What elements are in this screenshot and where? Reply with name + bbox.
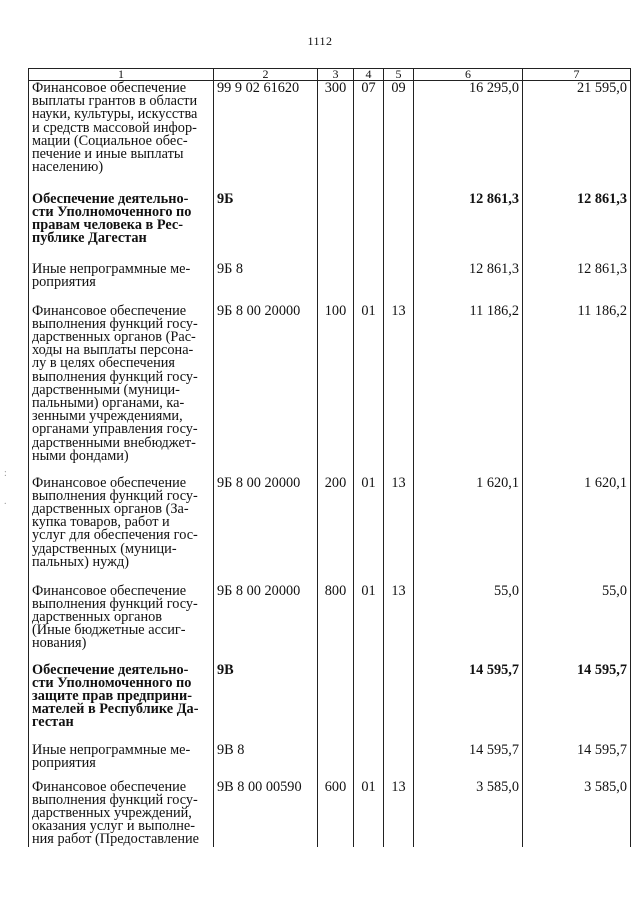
row-value-7-cell: 21 595,0	[523, 81, 631, 189]
row-c5-cell: 09	[384, 81, 414, 189]
row-name-line: дарственных органов	[32, 608, 163, 625]
row-value-6-cell: 14 595,7	[414, 740, 523, 777]
row-value-6-cell: 3 585,0	[414, 777, 523, 847]
row-c5-cell: 13	[384, 301, 414, 473]
row-name-line: нования)	[32, 635, 87, 652]
row-name-line: Финансовое обеспечение	[32, 582, 187, 599]
row-code-cell: 9Б 8 00 20000	[214, 581, 318, 660]
table-body	[29, 81, 631, 847]
row-c4-cell: 07	[354, 81, 384, 189]
row-name-cell	[29, 259, 214, 301]
row-value-7-cell: 55,0	[523, 581, 631, 660]
row-name-line: ходы на выплаты персона-	[32, 342, 194, 359]
row-c5-cell	[384, 259, 414, 301]
row-name-line: зенными учреждениями,	[32, 408, 183, 425]
row-name-line: роприятия	[32, 754, 96, 771]
row-name-line: дарственных учреждений,	[32, 804, 192, 821]
row-name-line: дарственных органов (Рас-	[32, 328, 196, 345]
scan-mark: .	[4, 496, 7, 507]
row-name-cell	[29, 581, 214, 660]
row-name-line: ударственных (муници-	[32, 540, 177, 557]
row-name-line: услуг для обеспечения гос-	[32, 527, 198, 544]
row-name-cell	[29, 473, 214, 581]
row-value-7-cell: 3 585,0	[523, 777, 631, 847]
row-value-7-cell: 1 620,1	[523, 473, 631, 581]
row-name-line: дарственных органов (За-	[32, 500, 189, 517]
row-c3-cell: 200	[318, 473, 354, 581]
row-name-cell	[29, 740, 214, 777]
row-name-line: ния работ (Предоставление	[32, 831, 199, 848]
row-c3-cell: 100	[318, 301, 354, 473]
row-name-cell	[29, 660, 214, 740]
row-c4-cell: 01	[354, 301, 384, 473]
column-header-4: 4	[354, 69, 384, 81]
row-name-line: дарственными (муници-	[32, 381, 180, 398]
row-c3-cell	[318, 740, 354, 777]
table-row	[29, 189, 631, 259]
row-name-line: печение и иные выплаты	[32, 146, 184, 163]
table-row	[29, 581, 631, 660]
row-name-line: сти Уполномоченного по	[32, 674, 192, 691]
row-name-cell	[29, 777, 214, 847]
column-header-3: 3	[318, 69, 354, 81]
row-name-line: науки, культуры, искусства	[32, 106, 198, 123]
table-row	[29, 777, 631, 847]
column-header-1: 1	[29, 69, 214, 81]
row-name-line: выплаты грантов в области	[32, 93, 198, 110]
row-c4-cell: 01	[354, 777, 384, 847]
row-name-line: Финансовое обеспечение	[32, 474, 187, 491]
row-c3-cell	[318, 259, 354, 301]
table-row	[29, 81, 631, 189]
row-code-cell: 9Б	[214, 189, 318, 259]
row-code-cell: 9Б 8	[214, 259, 318, 301]
row-value-6-cell: 1 620,1	[414, 473, 523, 581]
budget-table	[28, 68, 631, 847]
row-value-6-cell: 16 295,0	[414, 81, 523, 189]
row-name-line: публике Дагестан	[32, 230, 147, 247]
page-number: 1112	[307, 34, 333, 48]
row-name-line: купка товаров, работ и	[32, 514, 170, 531]
row-name-line: Финансовое обеспечение	[32, 80, 187, 96]
row-c5-cell	[384, 660, 414, 740]
column-header-2: 2	[214, 69, 318, 81]
row-name-line: гестан	[32, 714, 74, 731]
row-name-cell	[29, 189, 214, 259]
row-c3-cell	[318, 189, 354, 259]
row-name-line: Финансовое обеспечение	[32, 302, 187, 319]
row-name-line: пальных) нужд)	[32, 553, 130, 570]
row-value-7-cell: 11 186,2	[523, 301, 631, 473]
row-name-line: выполнения функций госу-	[32, 487, 198, 504]
table-row	[29, 740, 631, 777]
table-row	[29, 660, 631, 740]
row-name-line: оказания услуг и выполне-	[32, 818, 195, 835]
row-name-line: дарственными внебюджет-	[32, 434, 196, 451]
row-c4-cell	[354, 740, 384, 777]
row-name-line: сти Уполномоченного по	[32, 203, 192, 220]
row-c3-cell: 600	[318, 777, 354, 847]
row-code-cell: 99 9 02 61620	[214, 81, 318, 189]
row-c5-cell	[384, 189, 414, 259]
table-row	[29, 259, 631, 301]
row-c4-cell	[354, 189, 384, 259]
column-number-row	[29, 69, 631, 81]
row-name-line: населению)	[32, 159, 104, 176]
row-code-cell: 9В 8 00 00590	[214, 777, 318, 847]
row-name-line: защите прав предприни-	[32, 687, 193, 704]
row-name-line: правам человека в Рес-	[32, 216, 184, 233]
table-row	[29, 301, 631, 473]
row-name-line: лу в целях обеспечения	[32, 355, 175, 372]
row-name-line: (Иные бюджетные ассиг-	[32, 622, 186, 639]
row-c5-cell: 13	[384, 581, 414, 660]
row-name-line: Обеспечение деятельно-	[32, 190, 189, 207]
row-c5-cell: 13	[384, 473, 414, 581]
row-value-7-cell: 14 595,7	[523, 740, 631, 777]
row-value-6-cell: 12 861,3	[414, 189, 523, 259]
row-value-6-cell: 12 861,3	[414, 259, 523, 301]
row-name-line: роприятия	[32, 273, 96, 290]
row-name-line: выполнения функций госу-	[32, 315, 198, 332]
row-value-6-cell: 55,0	[414, 581, 523, 660]
row-c5-cell: 13	[384, 777, 414, 847]
column-header-7: 7	[523, 69, 631, 81]
row-c4-cell: 01	[354, 581, 384, 660]
row-name-line: выполнения функций госу-	[32, 791, 198, 808]
row-c4-cell	[354, 259, 384, 301]
row-name-line: мателей в Республике Да-	[32, 701, 199, 718]
column-header-5: 5	[384, 69, 414, 81]
row-code-cell: 9В 8	[214, 740, 318, 777]
row-name-cell	[29, 301, 214, 473]
row-name-line: Финансовое обеспечение	[32, 778, 187, 795]
row-name-line: и средств массовой инфор-	[32, 119, 197, 136]
row-c4-cell: 01	[354, 473, 384, 581]
row-name-line: Иные непрограммные ме-	[32, 741, 191, 758]
row-name-line: выполнения функций госу-	[32, 595, 198, 612]
row-c3-cell: 300	[318, 81, 354, 189]
column-header-6: 6	[414, 69, 523, 81]
row-value-7-cell: 14 595,7	[523, 660, 631, 740]
row-name-line: ными фондами)	[32, 447, 129, 464]
row-name-line: мации (Социальное обес-	[32, 132, 188, 149]
row-c4-cell	[354, 660, 384, 740]
row-code-cell: 9Б 8 00 20000	[214, 301, 318, 473]
row-value-6-cell: 11 186,2	[414, 301, 523, 473]
row-name-line: Обеспечение деятельно-	[32, 661, 189, 678]
row-name-line: Иные непрограммные ме-	[32, 260, 191, 277]
row-code-cell: 9Б 8 00 20000	[214, 473, 318, 581]
row-value-7-cell: 12 861,3	[523, 259, 631, 301]
row-name-line: выполнения функций госу-	[32, 368, 198, 385]
scan-mark: :	[4, 468, 7, 479]
row-name-cell	[29, 81, 214, 189]
row-c5-cell	[384, 740, 414, 777]
row-value-7-cell: 12 861,3	[523, 189, 631, 259]
row-name-line: органами управления госу-	[32, 421, 198, 438]
table-row	[29, 473, 631, 581]
row-name-line: пальными) органами, ка-	[32, 394, 185, 411]
row-c3-cell: 800	[318, 581, 354, 660]
row-code-cell: 9В	[214, 660, 318, 740]
row-c3-cell	[318, 660, 354, 740]
row-value-6-cell: 14 595,7	[414, 660, 523, 740]
